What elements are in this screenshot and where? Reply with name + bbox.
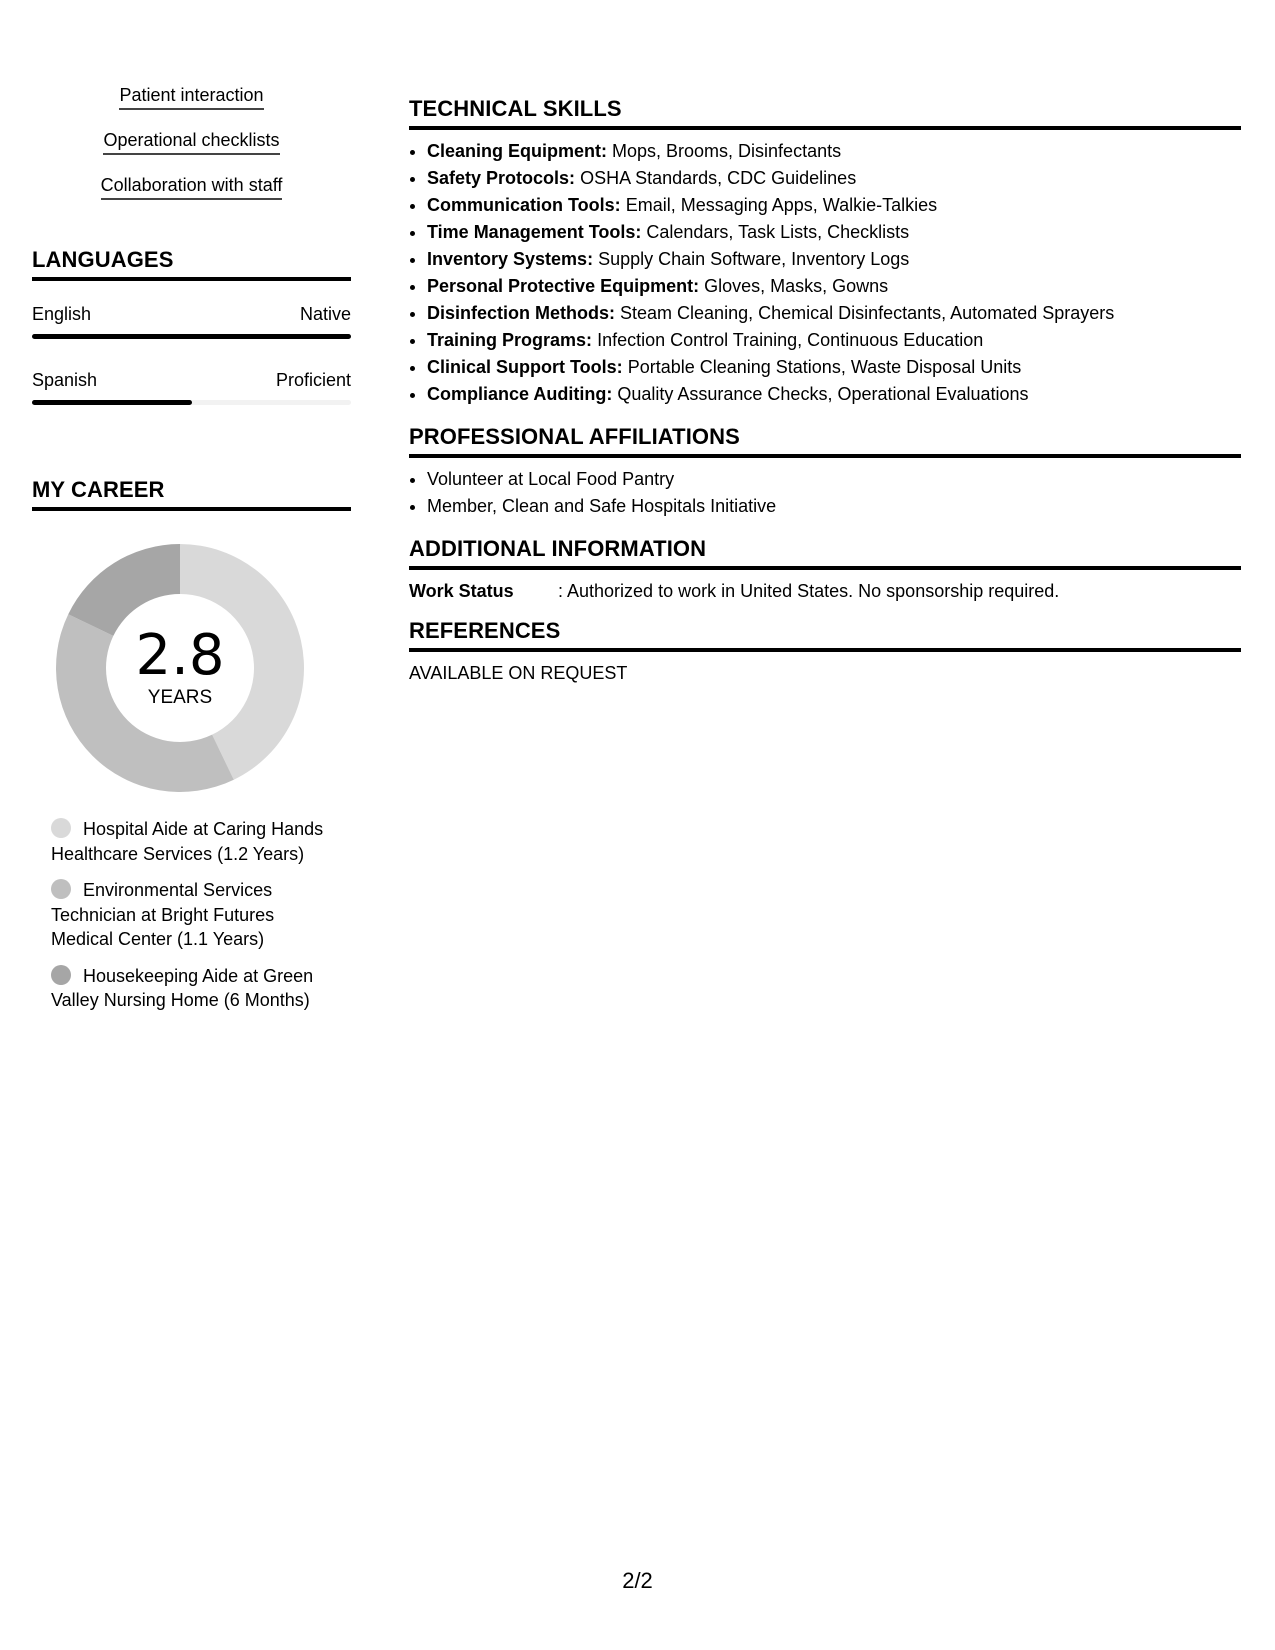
skill-tag: Patient interaction <box>119 84 263 110</box>
legend-item <box>51 817 341 866</box>
skill-value: Email, Messaging Apps, Walkie-Talkies <box>625 195 938 215</box>
skill-tags <box>32 84 351 219</box>
skill-item <box>427 219 1241 246</box>
language-name: English <box>32 304 92 324</box>
language-name: Spanish <box>32 370 98 390</box>
affiliations-section <box>409 424 1241 520</box>
legend-swatch <box>51 965 71 985</box>
language-bar-fill <box>32 400 192 405</box>
skill-item <box>427 327 1241 354</box>
references-section <box>409 618 1241 684</box>
language-bar-fill <box>32 334 351 339</box>
languages-heading: LANGUAGES <box>32 247 351 281</box>
left-column <box>32 84 351 1025</box>
skill-label: Inventory Systems: <box>427 249 594 269</box>
skill-item <box>427 300 1241 327</box>
career-total-unit: YEARS <box>147 687 213 708</box>
skill-label: Training Programs: <box>427 330 593 350</box>
affiliations-list <box>409 466 1241 520</box>
technical-skills-heading: TECHNICAL SKILLS <box>409 96 1241 130</box>
skill-label: Disinfection Methods: <box>427 303 615 323</box>
career-legend <box>51 817 341 1013</box>
references-heading: REFERENCES <box>409 618 1241 652</box>
affiliation-item: • Volunteer at Local Food Pantry <box>427 466 1241 493</box>
language-level: Proficient <box>275 370 351 390</box>
language-bar-track <box>32 400 351 405</box>
skill-value: OSHA Standards, CDC Guidelines <box>580 168 857 188</box>
skill-label: Time Management Tools: <box>427 222 642 242</box>
affiliations-heading: PROFESSIONAL AFFILIATIONS <box>409 424 1241 458</box>
skill-label: Clinical Support Tools: <box>427 357 623 377</box>
skill-value: Infection Control Training, Continuous Education <box>597 330 984 350</box>
skill-value: Quality Assurance Checks, Operational Evaluations <box>617 384 1029 404</box>
language-item <box>32 303 351 339</box>
skill-item <box>427 138 1241 165</box>
legend-label: Environmental Services Technician at Bright Futures Medical Center (1.1 Years) <box>51 880 275 949</box>
skill-value: Calendars, Task Lists, Checklists <box>646 222 910 242</box>
work-status-row <box>409 580 1241 602</box>
skill-tag: Collaboration with staff <box>101 174 283 200</box>
affiliation-item: • Member, Clean and Safe Hospitals Initiative <box>427 493 1241 520</box>
skill-value: Portable Cleaning Stations, Waste Disposal Units <box>627 357 1022 377</box>
right-column <box>409 96 1241 700</box>
skill-value: Supply Chain Software, Inventory Logs <box>598 249 910 269</box>
skill-label: Communication Tools: <box>427 195 621 215</box>
legend-item <box>51 878 341 952</box>
additional-info-section <box>409 536 1241 602</box>
skill-value: Mops, Brooms, Disinfectants <box>612 141 842 161</box>
legend-label: Housekeeping Aide at Green Valley Nursing Home (6 Months) <box>51 965 314 1010</box>
language-item <box>32 369 351 405</box>
skill-value: Gloves, Masks, Gowns <box>704 276 889 296</box>
legend-item <box>51 964 341 1013</box>
skill-label: Safety Protocols: <box>427 168 576 188</box>
career-total-value: 2.8 <box>135 623 225 688</box>
skill-item <box>427 354 1241 381</box>
page-number: 2/2 <box>622 1568 653 1593</box>
legend-swatch <box>51 879 71 899</box>
skill-item <box>427 273 1241 300</box>
language-bar-track <box>32 334 351 339</box>
donut-center <box>56 544 304 792</box>
references-text: AVAILABLE ON REQUEST <box>409 663 628 683</box>
legend-swatch <box>51 818 71 838</box>
language-level: Native <box>299 304 351 324</box>
skill-item <box>427 165 1241 192</box>
work-status-value: : Authorized to work in United States. No sponsorship required. <box>558 581 1060 601</box>
skill-item <box>427 246 1241 273</box>
career-heading: MY CAREER <box>32 477 351 511</box>
skill-label: Cleaning Equipment: <box>427 141 607 161</box>
additional-info-heading: ADDITIONAL INFORMATION <box>409 536 1241 570</box>
skill-tag: Operational checklists <box>103 129 279 155</box>
skill-label: Compliance Auditing: <box>427 384 613 404</box>
skill-label: Personal Protective Equipment: <box>427 276 700 296</box>
technical-skills-list <box>409 138 1241 408</box>
skill-item <box>427 192 1241 219</box>
skill-value: Steam Cleaning, Chemical Disinfectants, Automated Sprayers <box>620 303 1115 323</box>
technical-skills-section <box>409 96 1241 408</box>
legend-label: Hospital Aide at Caring Hands Healthcare Services (1.2 Years) <box>51 819 324 864</box>
skill-item <box>427 381 1241 408</box>
work-status-label: Work Status <box>409 581 514 601</box>
career-donut-chart <box>56 544 304 792</box>
